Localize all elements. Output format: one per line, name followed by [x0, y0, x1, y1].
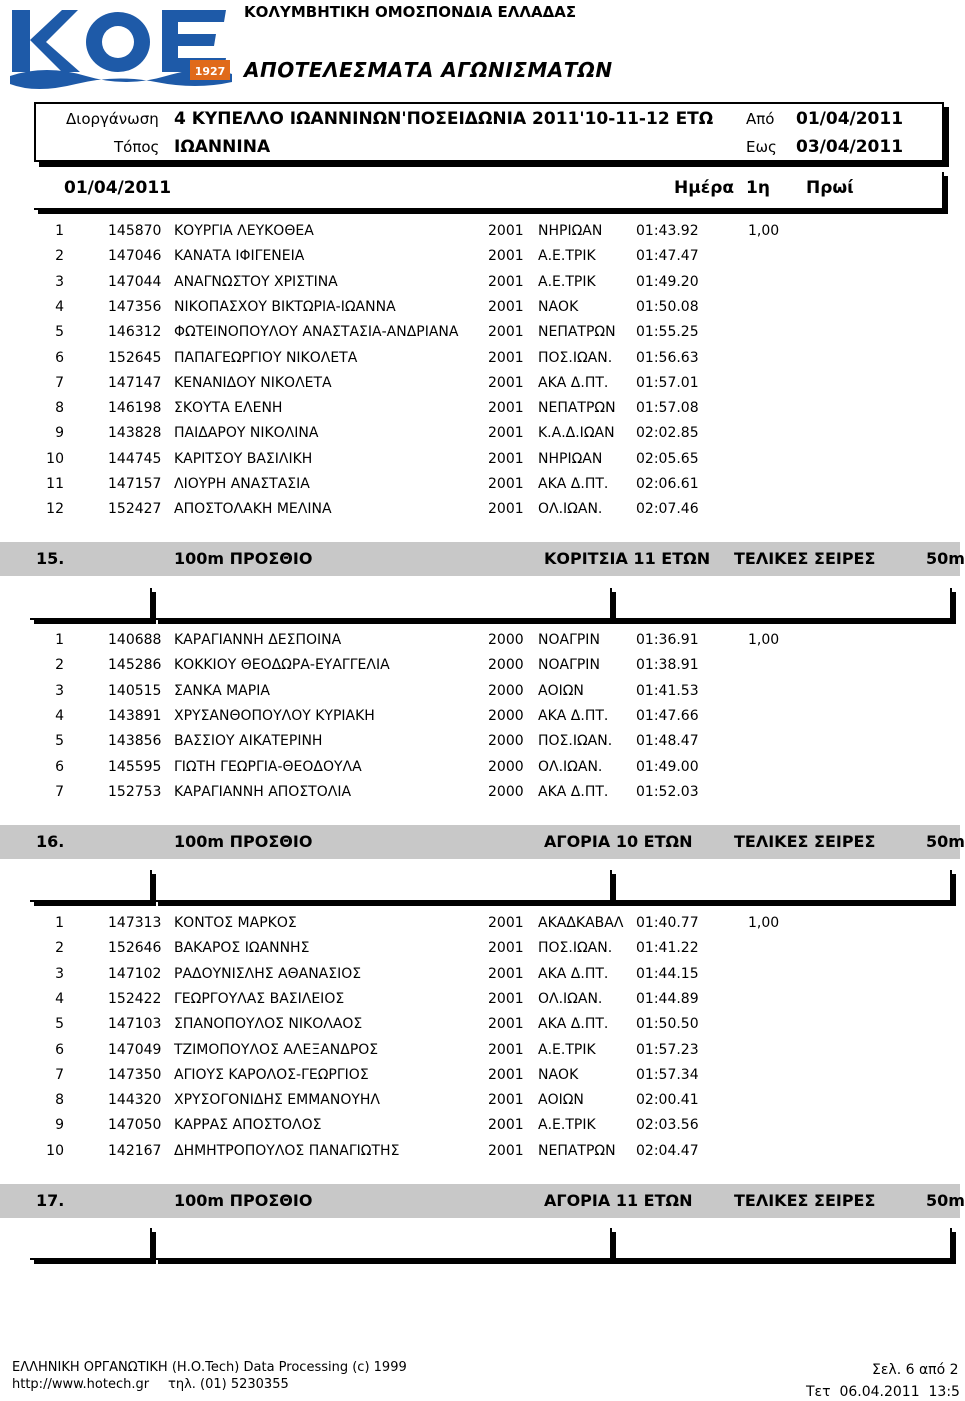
event-header [0, 542, 965, 576]
result-row [0, 473, 960, 497]
result-row [0, 296, 960, 320]
result-rank: 6 [55, 758, 64, 775]
result-rank: 5 [55, 1016, 64, 1033]
result-club: Α.Ε.ΤΡΙΚ [538, 248, 596, 265]
event-title: 100m ΠΡΟΣΘΙΟ [174, 832, 313, 851]
result-id: 143856 [108, 733, 162, 750]
day-value: 1η [746, 178, 770, 198]
result-year: 2001 [488, 1041, 524, 1058]
event-number: 16. [36, 832, 65, 851]
result-time: 01:40.77 [636, 915, 699, 931]
result-rank: 8 [55, 400, 64, 417]
result-club: ΑΟΙΩΝ [538, 682, 584, 699]
footer-url[interactable]: http://www.hotech.gr [12, 1377, 150, 1392]
document-title: ΑΠΟΤΕΛΕΣΜΑΤΑ ΑΓΩΝΙΣΜΑΤΩΝ [244, 58, 613, 82]
result-time: 01:43.92 [636, 223, 699, 239]
result-name: ΑΠΟΣΤΟΛΑΚΗ ΜΕΛΙΝΑ [174, 501, 332, 518]
result-club: ΝΗΡΙΩΑΝ [538, 223, 603, 239]
result-rank: 1 [55, 915, 64, 931]
result-name: ΧΡΥΣΟΓΟΝΙΔΗΣ ΕΜΜΑΝΟΥΗΛ [174, 1092, 381, 1109]
result-id: 147049 [108, 1041, 162, 1058]
result-time: 01:47.66 [636, 707, 699, 724]
result-year: 2001 [488, 990, 524, 1007]
result-rank: 3 [55, 682, 64, 699]
result-year: 2001 [488, 501, 524, 518]
result-rank: 1 [55, 223, 64, 239]
page-number: Σελ. 6 από 2 [872, 1362, 959, 1378]
result-name: ΡΑΔΟΥΝΙΣΛΗΣ ΑΘΑΝΑΣΙΟΣ [174, 965, 362, 982]
result-year: 2001 [488, 223, 524, 239]
result-club: ΝΑΟΚ [538, 1066, 579, 1083]
result-year: 2000 [488, 682, 524, 699]
result-time: 02:06.61 [636, 476, 699, 492]
result-name: ΒΑΣΣΙΟΥ ΑΙΚΑΤΕΡΙΝΗ [174, 733, 323, 750]
result-year: 2001 [488, 349, 524, 366]
event-number: 17. [36, 1191, 65, 1210]
event-round: ΤΕΛΙΚΕΣ ΣΕΙΡΕΣ [734, 549, 876, 568]
result-row [0, 988, 960, 1012]
result-time: 01:50.50 [636, 1016, 699, 1033]
result-row [0, 448, 960, 472]
result-year: 2001 [488, 248, 524, 265]
result-name: ΣΑΝΚΑ ΜΑΡΙΑ [174, 682, 270, 699]
result-row [0, 1039, 960, 1063]
event-category: ΑΓΟΡΙΑ 10 ΕΤΩΝ [544, 832, 693, 851]
event-title: 100m ΠΡΟΣΘΙΟ [174, 549, 313, 568]
result-name: ΑΓΙΟΥΣ ΚΑΡΟΛΟΣ-ΓΕΩΡΓΙΟΣ [174, 1066, 369, 1083]
result-year: 2001 [488, 915, 524, 931]
result-rank: 4 [55, 298, 64, 315]
result-id: 140688 [108, 632, 162, 648]
organizer-value: 4 ΚΥΠΕΛΛΟ ΙΩΑΝΝΙΝΩΝ'ΠΟΣΕΙΔΩΝΙΑ 2011'10-11-12 ΕΤΩ [174, 109, 714, 129]
result-id: 152753 [108, 783, 162, 800]
result-row [0, 245, 960, 269]
result-time: 01:57.34 [636, 1066, 699, 1083]
result-club: Κ.Α.Δ.ΙΩΑΝ [538, 425, 615, 442]
result-pts: 1,00 [748, 632, 780, 648]
event-pool: 50m [926, 832, 965, 851]
event-category: ΚΟΡΙΤΣΙΑ 11 ΕΤΩΝ [544, 549, 711, 568]
result-id: 147103 [108, 1016, 162, 1033]
result-row [0, 271, 960, 295]
from-label: Από [746, 110, 775, 128]
result-name: ΦΩΤΕΙΝΟΠΟΥΛΟΥ ΑΝΑΣΤΑΣΙΑ-ΑΝΔΡΙΑΝΑ [174, 324, 459, 341]
result-rank: 10 [46, 450, 64, 467]
result-id: 147350 [108, 1066, 162, 1083]
result-row [0, 220, 960, 244]
result-time: 01:38.91 [636, 657, 699, 674]
result-name: ΚΟΝΤΟΣ ΜΑΡΚΟΣ [174, 915, 297, 931]
result-time: 01:57.01 [636, 374, 699, 391]
result-name: ΚΟΚΚΙΟΥ ΘΕΟΔΩΡΑ-ΕΥΑΓΓΕΛΙΑ [174, 657, 390, 674]
result-club: ΑΚΑ Δ.ΠΤ. [538, 476, 609, 492]
result-id: 152422 [108, 990, 162, 1007]
result-name: ΠΑΠΑΓΕΩΡΓΙΟΥ ΝΙΚΟΛΕΤΑ [174, 349, 358, 366]
result-row [0, 937, 960, 961]
result-pts: 1,00 [748, 915, 780, 931]
result-time: 01:56.63 [636, 349, 699, 366]
result-time: 01:44.89 [636, 990, 699, 1007]
result-year: 2000 [488, 783, 524, 800]
result-time: 01:49.00 [636, 758, 699, 775]
result-name: ΚΑΝΑΤΑ ΙΦΙΓΕΝΕΙΑ [174, 248, 305, 265]
to-label: Εως [746, 138, 777, 156]
result-club: ΑΚΑ Δ.ΠΤ. [538, 1016, 609, 1033]
result-name: ΣΠΑΝΟΠΟΥΛΟΣ ΝΙΚΟΛΑΟΣ [174, 1016, 363, 1033]
result-rank: 5 [55, 733, 64, 750]
result-year: 2001 [488, 400, 524, 417]
result-id: 143891 [108, 707, 162, 724]
result-time: 02:04.47 [636, 1142, 699, 1159]
result-id: 152645 [108, 349, 162, 366]
result-year: 2000 [488, 707, 524, 724]
column-header-rule [30, 588, 950, 628]
result-year: 2001 [488, 965, 524, 982]
result-id: 145870 [108, 223, 162, 239]
result-row [0, 629, 960, 653]
result-id: 147157 [108, 476, 162, 492]
meet-header [34, 102, 944, 162]
result-club: ΝΑΟΚ [538, 298, 579, 315]
result-rank: 11 [46, 476, 64, 492]
result-id: 146198 [108, 400, 162, 417]
result-id: 147046 [108, 248, 162, 265]
result-time: 01:36.91 [636, 632, 699, 648]
result-club: ΝΗΡΙΩΑΝ [538, 450, 603, 467]
result-time: 01:50.08 [636, 298, 699, 315]
result-year: 2001 [488, 273, 524, 290]
result-year: 2001 [488, 476, 524, 492]
result-id: 147102 [108, 965, 162, 982]
result-id: 144745 [108, 450, 162, 467]
result-row [0, 347, 960, 371]
result-rank: 6 [55, 1041, 64, 1058]
result-id: 147356 [108, 298, 162, 315]
result-time: 01:47.47 [636, 248, 699, 265]
result-name: ΒΑΚΑΡΟΣ ΙΩΑΝΝΗΣ [174, 940, 310, 957]
column-header-rule [30, 1228, 950, 1268]
to-date: 03/04/2011 [796, 137, 904, 157]
result-id: 147147 [108, 374, 162, 391]
result-id: 145286 [108, 657, 162, 674]
result-row [0, 498, 960, 522]
result-rank: 9 [55, 1117, 64, 1134]
result-name: ΔΗΜΗΤΡΟΠΟΥΛΟΣ ΠΑΝΑΓΙΩΤΗΣ [174, 1142, 400, 1159]
column-header-box [30, 1228, 152, 1260]
result-year: 2000 [488, 632, 524, 648]
result-rank: 1 [55, 632, 64, 648]
result-id: 147313 [108, 915, 162, 931]
event-round: ΤΕΛΙΚΕΣ ΣΕΙΡΕΣ [734, 832, 876, 851]
result-id: 145595 [108, 758, 162, 775]
result-year: 2001 [488, 1092, 524, 1109]
result-year: 2001 [488, 450, 524, 467]
result-row [0, 1114, 960, 1138]
result-name: ΝΙΚΟΠΑΣΧΟΥ ΒΙΚΤΩΡΙΑ-ΙΩΑΝΝΑ [174, 298, 396, 315]
session-date: 01/04/2011 [64, 178, 172, 198]
result-time: 01:57.23 [636, 1041, 699, 1058]
result-time: 02:00.41 [636, 1092, 699, 1109]
result-rank: 3 [55, 965, 64, 982]
logo-year: 1927 [194, 65, 226, 78]
result-time: 02:07.46 [636, 501, 699, 518]
result-id: 143828 [108, 425, 162, 442]
result-club: ΠΟΣ.ΙΩΑΝ. [538, 349, 613, 366]
result-row [0, 1013, 960, 1037]
result-pts: 1,00 [748, 223, 780, 239]
result-year: 2001 [488, 374, 524, 391]
result-time: 02:05.65 [636, 450, 699, 467]
result-time: 02:02.85 [636, 425, 699, 442]
from-date: 01/04/2011 [796, 109, 904, 129]
result-club: ΑΚΑ Δ.ΠΤ. [538, 707, 609, 724]
result-club: Α.Ε.ΤΡΙΚ [538, 273, 596, 290]
result-row [0, 422, 960, 446]
result-time: 01:41.22 [636, 940, 699, 957]
result-club: ΠΟΣ.ΙΩΑΝ. [538, 733, 613, 750]
result-year: 2001 [488, 1016, 524, 1033]
result-year: 2001 [488, 425, 524, 442]
result-row [0, 730, 960, 754]
organizer-label: Διοργάνωση [66, 110, 159, 128]
result-id: 142167 [108, 1142, 162, 1159]
result-time: 02:03.56 [636, 1117, 699, 1134]
result-name: ΚΑΡΑΓΙΑΝΝΗ ΑΠΟΣΤΟΛΙΑ [174, 783, 352, 800]
result-name: ΤΖΙΜΟΠΟΥΛΟΣ ΑΛΕΞΑΝΔΡΟΣ [174, 1041, 379, 1058]
event-category: ΑΓΟΡΙΑ 11 ΕΤΩΝ [544, 1191, 693, 1210]
result-time: 01:44.15 [636, 965, 699, 982]
result-club: ΑΚΑ Δ.ΠΤ. [538, 374, 609, 391]
column-header-box [492, 588, 952, 620]
result-year: 2000 [488, 657, 524, 674]
result-club: ΟΛ.ΙΩΑΝ. [538, 758, 603, 775]
column-header-box [30, 588, 152, 620]
result-row [0, 705, 960, 729]
result-club: ΑΚΑ Δ.ΠΤ. [538, 783, 609, 800]
result-row [0, 756, 960, 780]
result-name: ΠΑΙΔΑΡΟΥ ΝΙΚΟΛΙΝΑ [174, 425, 319, 442]
result-club: ΝΕΠΑΤΡΩΝ [538, 400, 616, 417]
result-rank: 7 [55, 374, 64, 391]
day-label: Ημέρα [674, 178, 735, 198]
result-row [0, 1140, 960, 1164]
result-year: 2001 [488, 1066, 524, 1083]
result-name: ΑΝΑΓΝΩΣΤΟΥ ΧΡΙΣΤΙΝΑ [174, 273, 338, 290]
result-time: 01:49.20 [636, 273, 699, 290]
result-name: ΚΑΡΑΓΙΑΝΝΗ ΔΕΣΠΟΙΝΑ [174, 632, 342, 648]
result-rank: 4 [55, 707, 64, 724]
result-club: ΠΟΣ.ΙΩΑΝ. [538, 940, 613, 957]
result-rank: 9 [55, 425, 64, 442]
result-time: 01:48.47 [636, 733, 699, 750]
result-club: ΟΛ.ΙΩΑΝ. [538, 501, 603, 518]
result-club: ΟΛ.ΙΩΑΝ. [538, 990, 603, 1007]
result-time: 01:55.25 [636, 324, 699, 341]
result-rank: 7 [55, 1066, 64, 1083]
result-club: ΑΚΑΔΚΑΒΑΛ [538, 915, 624, 931]
result-club: ΑΟΙΩΝ [538, 1092, 584, 1109]
result-rank: 8 [55, 1092, 64, 1109]
result-year: 2001 [488, 1117, 524, 1134]
result-rank: 10 [46, 1142, 64, 1159]
result-rank: 5 [55, 324, 64, 341]
result-club: ΝΕΠΑΤΡΩΝ [538, 324, 616, 341]
result-rank: 6 [55, 349, 64, 366]
result-name: ΚΟΥΡΓΙΑ ΛΕΥΚΟΘΕΑ [174, 223, 314, 239]
result-id: 147050 [108, 1117, 162, 1134]
result-club: ΝΟΑΓΡΙΝ [538, 657, 600, 674]
result-row [0, 397, 960, 421]
result-year: 2001 [488, 1142, 524, 1159]
result-club: ΑΚΑ Δ.ΠΤ. [538, 965, 609, 982]
result-id: 152646 [108, 940, 162, 957]
result-name: ΣΚΟΥΤΑ ΕΛΕΝΗ [174, 400, 283, 417]
result-time: 01:57.08 [636, 400, 699, 417]
footer-phone: τηλ. (01) 5230355 [168, 1377, 289, 1392]
result-row [0, 680, 960, 704]
result-rank: 2 [55, 657, 64, 674]
result-rank: 12 [46, 501, 64, 518]
session-name: Πρωί [806, 178, 854, 198]
result-row [0, 321, 960, 345]
event-pool: 50m [926, 549, 965, 568]
result-rank: 3 [55, 273, 64, 290]
session-line [34, 172, 944, 210]
result-id: 146312 [108, 324, 162, 341]
result-name: ΓΙΩΤΗ ΓΕΩΡΓΙΑ-ΘΕΟΔΟΥΛΑ [174, 758, 362, 775]
koe-logo [6, 4, 232, 90]
result-club: ΝΕΠΑΤΡΩΝ [538, 1142, 616, 1159]
result-name: ΧΡΥΣΑΝΘΟΠΟΥΛΟΥ ΚΥΡΙΑΚΗ [174, 707, 375, 724]
result-club: ΝΟΑΓΡΙΝ [538, 632, 600, 648]
event-title: 100m ΠΡΟΣΘΙΟ [174, 1191, 313, 1210]
event-header [0, 825, 965, 859]
event-number: 15. [36, 549, 65, 568]
result-rank: 2 [55, 248, 64, 265]
event-header [0, 1184, 965, 1218]
column-header-rule [30, 870, 950, 910]
result-row [0, 654, 960, 678]
result-rank: 7 [55, 783, 64, 800]
result-row [0, 963, 960, 987]
column-header-box [492, 1228, 952, 1260]
result-year: 2000 [488, 733, 524, 750]
result-year: 2001 [488, 298, 524, 315]
result-time: 01:52.03 [636, 783, 699, 800]
result-row [0, 781, 960, 805]
event-round: ΤΕΛΙΚΕΣ ΣΕΙΡΕΣ [734, 1191, 876, 1210]
column-header-box [30, 870, 152, 902]
result-id: 140515 [108, 682, 162, 699]
result-row [0, 912, 960, 936]
print-timestamp: Τετ 06.04.2011 13:5 [806, 1384, 960, 1400]
result-id: 144320 [108, 1092, 162, 1109]
place-value: ΙΩΑΝΝΙΝΑ [174, 137, 271, 157]
result-row [0, 1089, 960, 1113]
result-row [0, 372, 960, 396]
result-club: Α.Ε.ΤΡΙΚ [538, 1041, 596, 1058]
result-year: 2000 [488, 758, 524, 775]
federation-name: ΚΟΛΥΜΒΗΤΙΚΗ ΟΜΟΣΠΟΝΔΙΑ ΕΛΛΑΔΑΣ [244, 3, 577, 21]
result-name: ΚΑΡΡΑΣ ΑΠΟΣΤΟΛΟΣ [174, 1117, 322, 1134]
place-label: Τόπος [114, 138, 160, 156]
result-rank: 2 [55, 940, 64, 957]
event-pool: 50m [926, 1191, 965, 1210]
result-rank: 4 [55, 990, 64, 1007]
result-name: ΓΕΩΡΓΟΥΛΑΣ ΒΑΣΙΛΕΙΟΣ [174, 990, 345, 1007]
column-header-box [492, 870, 952, 902]
result-name: ΚΑΡΙΤΣΟΥ ΒΑΣΙΛΙΚΗ [174, 450, 313, 467]
footer-company: ΕΛΛΗΝΙΚΗ ΟΡΓΑΝΩΤΙΚΗ (Η.Ο.Tech) Data Processing (c) 1999 [12, 1360, 407, 1375]
result-row [0, 1064, 960, 1088]
result-year: 2001 [488, 324, 524, 341]
result-club: Α.Ε.ΤΡΙΚ [538, 1117, 596, 1134]
result-id: 152427 [108, 501, 162, 518]
result-name: ΚΕΝΑΝΙΔΟΥ ΝΙΚΟΛΕΤΑ [174, 374, 332, 391]
result-name: ΛΙΟΥΡΗ ΑΝΑΣΤΑΣΙΑ [174, 476, 310, 492]
result-year: 2001 [488, 940, 524, 957]
result-id: 147044 [108, 273, 162, 290]
result-time: 01:41.53 [636, 682, 699, 699]
